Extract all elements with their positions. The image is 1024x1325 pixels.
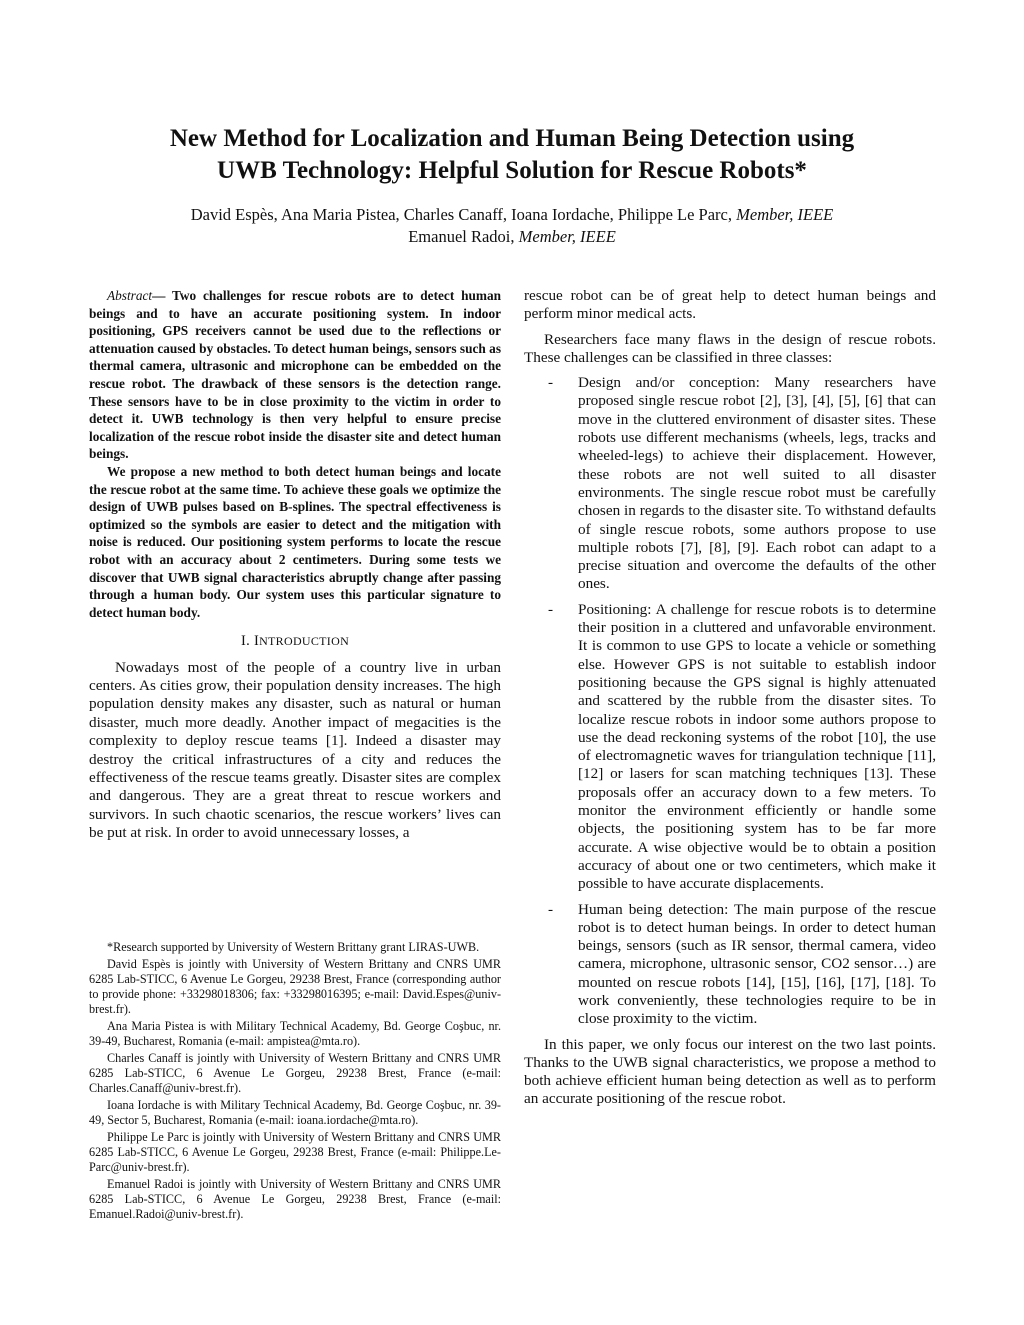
author-list [60, 204, 964, 248]
abstract-label: Abstract [107, 288, 153, 303]
right-paragraph-1: rescue robot can be of great help to detect human beings and perform minor medical acts. [524, 287, 936, 323]
bullet-item-human-detection [524, 901, 936, 1029]
introduction-paragraph-1: Nowadays most of the people of a country live in urban centers. As cities grow, their population density increases. The high population density makes any disaster, such as natural or human disaster, much more deadly. Another impact of megacities is the complexity to deploy rescue teams [1]. Indeed a disaster may destroy the critical infrastructures of a city and reduces the effectiveness of the rescue teams greatly. Disaster sites are complex and dangerous. They are a great threat to rescue workers and survivors. In such chaotic scenarios, the rescue workers’ lives can be put at risk. In order to avoid unnecessary losses, a [89, 658, 501, 842]
right-paragraph-3: In this paper, we only focus our interest on the two last points. Thanks to the UWB signal characteristics, we propose a method to both achieve efficient human being detection as well as to perform an accurate positioning of the rescue robot. [524, 1035, 936, 1108]
title-line-1: New Method for Localization and Human Being Detection using [169, 125, 855, 152]
footnote: *Research supported by University of Western Brittany grant LIRAS-UWB. [107, 940, 480, 954]
section-title-rest: NTRODUCTION [259, 634, 350, 649]
bullet-text: Human being detection: The main purpose of the rescue robot is to detect human beings. In order to detect human beings, sensors (such as IR sensor, thermal camera, video camera, microphone, ultrasonic sensor, CO2 sensor…) are mounted on rescue robots [14], [15], [16], [17], [18]. To work conveniently, these technologies require to be in close proximity to the victim. [578, 900, 936, 1028]
right-column [524, 287, 936, 1116]
section-title-initial: I [253, 633, 260, 650]
authors-member-1: Member, IEEE [736, 205, 834, 224]
bullet-item-design [524, 374, 936, 594]
bullet-marker: - [548, 600, 554, 618]
left-column [89, 287, 501, 843]
bullet-text: Design and/or conception: Many researchers have proposed single rescue robot [2], [3], [4], [5], [6] that can move in the cluttered environment of disaster sites. These robots use different mechanisms (wheels, legs, tracks and wheeled-legs) to achieve their displacement. However, these robots are not well suited to all disaster environments. The single rescue robot must be carefully chosen in regards to the disaster site. To withstand defaults of single rescue robots, some authors propose to use multiple robots [7], [8], [9]. Each robot can adapt to a precise situation and overcome the defaults of the other ones. [578, 374, 936, 593]
footnote: Ioana Iordache is with Military Technical Academy, Bd. George Coşbuc, nr. 39-49, Sector 5, Bucharest, Romania (e-mail: ioana.iordache@mta.ro). [89, 1098, 501, 1127]
right-paragraph-2: Researchers face many flaws in the design of rescue robots. These challenges can be classified in three classes: [524, 330, 936, 366]
paper-title [80, 123, 944, 187]
authors-member-2: Member, IEEE [518, 227, 616, 246]
abstract [89, 287, 501, 621]
footnote: David Espès is jointly with University of Western Brittany and CNRS UMR 6285 Lab-STICC, 6 Avenue Le Gorgeu, 29238 Brest, France (corresponding author to provide phone: +33298018306; fax: +33298016395; e-mail: David.Espes@univ-brest.fr). [89, 957, 501, 1016]
footnote: Ana Maria Pistea is with Military Technical Academy, Bd. George Coşbuc, nr. 39-49, Bucharest, Romania (e-mail: ampistea@mta.ro). [89, 1019, 501, 1048]
authors-line-2: Emanuel Radoi, [408, 227, 515, 246]
abstract-text-1: Two challenges for rescue robots are to detect human beings and to have an accurate positioning system. In indoor positioning, GPS receivers cannot be used due to the reflections or attenuation caused by obstacles. To detect human beings, sensors such as thermal camera, ultrasonic and microphone can be embedded on the rescue robot. The drawback of these sensors is the detection range. These sensors have to be in close proximity to the victim in order to detect it. UWB technology is then very helpful to ensure precise localization of the rescue robot inside the disaster site and detect human beings. [89, 288, 501, 462]
footnote: Philippe Le Parc is jointly with University of Western Brittany and CNRS UMR 6285 Lab-STICC, 6 Avenue Le Gorgeu, 29238 Brest, France (e-mail: Philippe.Le-Parc@univ-brest.fr). [89, 1130, 501, 1174]
bullet-marker: - [548, 900, 554, 918]
title-line-2: UWB Technology: Helpful Solution for Rescue Robots* [217, 157, 807, 184]
abstract-dash: — [152, 288, 166, 303]
bullet-marker: - [548, 374, 554, 392]
footnote: Charles Canaff is jointly with University of Western Brittany and CNRS UMR 6285 Lab-STICC, 6 Avenue Le Gorgeu, 29238 Brest, France (e-mail: Charles.Canaff@univ-brest.fr). [89, 1051, 501, 1095]
section-heading-introduction [89, 632, 501, 650]
authors-line-1: David Espès, Ana Maria Pistea, Charles Canaff, Ioana Iordache, Philippe Le Parc, [190, 205, 732, 224]
bullet-text: Positioning: A challenge for rescue robots is to determine their position in a cluttered and unfavorable environment. It is common to use GPS to locate a vehicle or something else. However GPS is not suitable to establish indoor positioning because the GPS signal is highly attenuated and scattered by the rubble from the disaster sites. To localize rescue robots in indoor some authors propose to use the dead reckoning systems of the robot [10], the use of electromagnetic waves for triangulation technique [11], [12] or lasers for scan matching techniques [13]. These proposals offer an accuracy down to a few meters. To monitor the environment efficiently or handle some objects, the positioning system has to be far more accurate. A wise objective would be to obtain a position accuracy of about one or two centimeters, which make it possible to have accurate displacements. [578, 600, 936, 893]
abstract-paragraph-1 [89, 287, 501, 463]
bullet-item-positioning [524, 601, 936, 894]
abstract-paragraph-2: We propose a new method to both detect human beings and locate the rescue robot at the same time. To achieve these goals we optimize the design of UWB pulses based on B-splines. The spectral effectiveness is optimized so the symbols are easier to detect and the mitigation with noise is reduced. Our positioning system performs to locate the rescue robot with an accuracy about 2 centimeters. During some tests we discover that UWB signal characteristics abruptly change after passing through a human body. Our system uses this particular signature to detect human body. [89, 463, 501, 620]
footnote: Emanuel Radoi is jointly with University of Western Brittany and CNRS UMR 6285 Lab-STICC, 6 Avenue Le Gorgeu, 29238 Brest, France (e-mail: Emanuel.Radoi@univ-brest.fr). [89, 1177, 501, 1221]
section-numeral: I. [240, 633, 250, 650]
footnotes [89, 940, 501, 1224]
